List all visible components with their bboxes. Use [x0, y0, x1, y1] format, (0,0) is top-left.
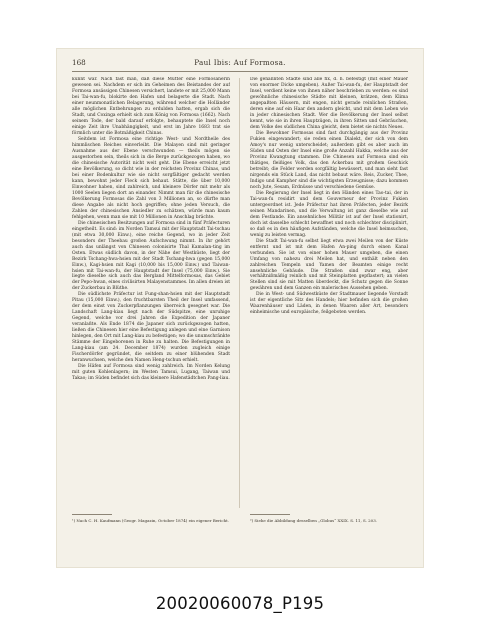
paragraph: Die südlichste Präfectur ist Fung-shan-hsien mit der Hauptstadt Pitau (15,000 Einw.), den fruchtbarsten Theil der Insel umfassend, der dem einst von Zuckerpflanzungen überreich gesegnet war. Die Landschaft Lang-kiau liegt nach der Südspitze, eine unruhige Gegend, welche vor drei Jahren die Expedition der Japaner veranlaßte. Als Ende 1874 die Japaner sich zurückgezogen hatten, ließen die Chinesen hier eine Befestigung anlegen und eine Garnison hinlegen, den Ort mit Lang-kiau zu befestigen; wo die unumschränkte Stämme der Eingeborenen in Ruhe zu halten. Die Befestigungen in Lang-kiau (am 24. December 1874) wurden zugleich einige Fischerdörfer gegründet, die seitdem zu einer blühenden Stadt heranwuchsen, welche den Namen Heng-tschun erhielt.	[72, 292, 230, 364]
footnote-left: ¹) Nach C. H. Kaufmann (Geogr. Magazin, October 1874) ein eigener Bericht.	[72, 518, 230, 523]
column-divider	[239, 78, 240, 508]
footnote-right: ²) Siehe die Abbildung desselben „Globus“ XXIX. S. 11, S. 203.	[250, 518, 378, 523]
page-header	[72, 58, 408, 70]
paragraph: Die in West- und Südwestküste der Stadtmauer liegende Vorstadt ist der eigentliche Sitz des Handels; hier befinden sich die großen Waarenhäuser und Läden, in denen Waaren aller Art, besonders einheimische und europäische, feilgeboten werden.	[250, 292, 408, 316]
archive-id-label: 20020060078_P195	[155, 594, 325, 613]
page-number: 168	[72, 58, 86, 67]
paragraph: kunnt war. Nach fast man, daß diese Mutter eine Formosanerin gewesen sei. Nachdem er sich im Geheimen des Beistandes der auf Formosa ansässigen Chinesen versichert, landete er mit 25,000 Mann bei Tai-wan-fu, blokirte den Hafen und belagerte die Stadt. Nach einer neunmonatlichen Belagerung, während welcher die Holländer alle möglichen Entbehrungen zu erdulden hatten, ergab sich die Stadt, und Coxinga erhielt sich zum König von Formosa (1662). Nach seinem Tode, der bald darauf erfolgte, behauptete die Insel noch einige Zeit ihre Unabhängigkeit, und erst im Jahre 1683 trat sie förmlich unter die Botmäßigkeit Chinas.	[72, 77, 230, 136]
book-page	[56, 48, 424, 568]
paragraph: Die Häfen auf Formosa sind wenig zahlreich. Im Norden Kelung mit guten Kohlenlagern; im Westen Tamsui, Lugang, Taiwan und Takao; im Süden befindet sich das kleinere Hafenstädtchen Pang-liau.	[72, 364, 230, 382]
footnote-rule	[72, 514, 112, 515]
paragraph: Die genannten Städte sind alle fix, d. h. befestigt (mit einer Mauer von enormer Dicke umgeben). Außer Tai-wan-fu, der Hauptstadt der Insel, verdient keine von ihnen näher beschrieben zu werden: es sind gewöhnliche chinesische Städte mit kleinen, krätzen, dem Klima angepaßten Häusern, mit engen, nicht gerade reinlichen Straßen, deren eine auf ein Haar den andern gleicht, und mit dem Leben wie in jeder chinesischen Stadt. Wer die Bevölkerung der Insel selbst kennt, wie sie in ihren Hauptzügen, in ihren Sitten und Gebräuchen, dem Volke des südlichen China gleicht, dem bietet sie nichts Neues.	[250, 77, 408, 130]
paragraph: Seitdem ist Formosa eine richtige West- und Nordtheile des himmlischen Reiches einverleibt. Die Malayen sind mit geringer Ausnahme aus der Ebene verschwunden — theils mögen sie ausgestorben sein, theils sich in die Berge zurückgezogen haben, wo die chinesische Autorität nicht weit geht. Die Ebene erreicht jetzt eine Bevölkerung, so dicht wie in der reichsten Provinz Chinas, und bei einer Bodenkultur wie sie nicht sorgfältiger gedacht werden kann, bewohnt jeder Fleck sich behaut. Stätte, die über 10,000 Einwohner haben, sind zahlreich, und kleinere Dörfer mit mehr als 1000 Seelen liegen dort an einander. Nimmt man für die chinesische Bevölkerung Formosas die Zahl von 3 Millionen an, so dürfte man diese Angabe als nicht hoch gegriffen; ohne jeden Versuch, die Zahlen der chinesischen Ansiedler zu schätzen, würde man kaum fehlgehen, wenn man sie mit 10 Millionen in Anschlag brächte.	[72, 136, 230, 220]
text-column-right	[250, 77, 408, 316]
paragraph: Die chinesischen Besitzungen auf Formosa sind in fünf Präfecturen eingetheilt. Es sind: im Norden Tamsui mit der Hauptstadt Tai-tschau (mit etwa 30,000 Einw.), eine reiche Gegend, wo in jeder Zeit besonders der Theebau großen Aufschwung nimmt. In ihr gehört auch das unlängst von Chinesen colonisirte Thal Kamalan-ting im Osten. Etwas südlich davon, in der Nähe der Westküste, liegt der Bezirk Tschang-hwa-hsien mit der Stadt Tschang-hwa (gegen 15,000 Einw.), Kagi-hsien mit Kagi (10,000 bis 15,000 Einw.) und Taiwan-hsien mit Tai-wan-fu, der Hauptstadt der Insel (75,000 Einw.). Sie liegte dieselbe sich auch das Bergland Mittelformosas, das Gebiet der Pepo-hwan, eines civilisirten Malayenstammes. Im allen dreien ist der Zuckerbau in Blüthe.	[72, 220, 230, 292]
paragraph: Die Bewohner Formosas sind fast durchgängig aus der Provinz Fukien eingewandert; sie reden einen Dialekt, der sich von dem Amoy's nur wenig unterscheidet; außerdem gibt es aber auch im Süden und Osten der Insel eine große Anzahl Hakka, welche aus der Provinz Kwangtung stammen. Die Chinesen auf Formosa sind ein thätiges, fleißiges Volk, das den Ackerbau mit großem Geschick betreibt; die Felder werden sorgfältig bewässert, und man sieht fast nirgends ein Stück Land, das nicht bebaut wäre. Reis, Zucker, Thee, Indigo und Kampher sind die wichtigsten Erzeugnisse; dazu kommen noch Jute, Sesam, Erdnüsse und verschiedene Gemüse.	[250, 130, 408, 190]
footnote-rule	[250, 514, 290, 515]
paragraph: Die Stadt Tai-wan-fu selbst liegt etwa zwei Meilen von der Küste entfernt und ist mit dem Hafen An-ping durch einen Kanal verbunden. Sie ist von einer hohen Mauer umgeben, die einen Umfang von nahezu drei Meilen hat, und enthält neben den zahlreichen Tempeln und Yamen der Beamten einige recht ansehnliche Gebäude. Die Straßen sind zwar eng, aber verhältnißmäßig reinlich und mit Steinplatten gepflastert; an vielen Stellen sind sie mit Matten überdeckt, die Schutz gegen die Sonne gewähren und dem Ganzen ein malerisches Aussehen geben.	[250, 238, 408, 292]
paragraph: Die Regierung der Insel liegt in den Händen eines Tao-tai, der in Tai-wan-fu residirt und dem Gouverneur der Provinz Fukien untergeordnet ist. Jede Präfectur hat ihren Präfecten, jeder Bezirk seinen Mandarinen, und die Verwaltung ist ganz dieselbe wie auf dem Festlande. Ein ansehnliches Militär ist auf der Insel stationirt, doch ist dasselbe schlecht bewaffnet und noch schlechter disciplinirt, so daß es in den häufigen Aufständen, welche die Insel heimsuchen, wenig zu leisten vermag.	[250, 190, 408, 238]
running-title: Paul Ibis: Auf Formosa.	[194, 58, 286, 67]
text-column-left	[72, 77, 230, 382]
header-rule	[72, 71, 408, 72]
